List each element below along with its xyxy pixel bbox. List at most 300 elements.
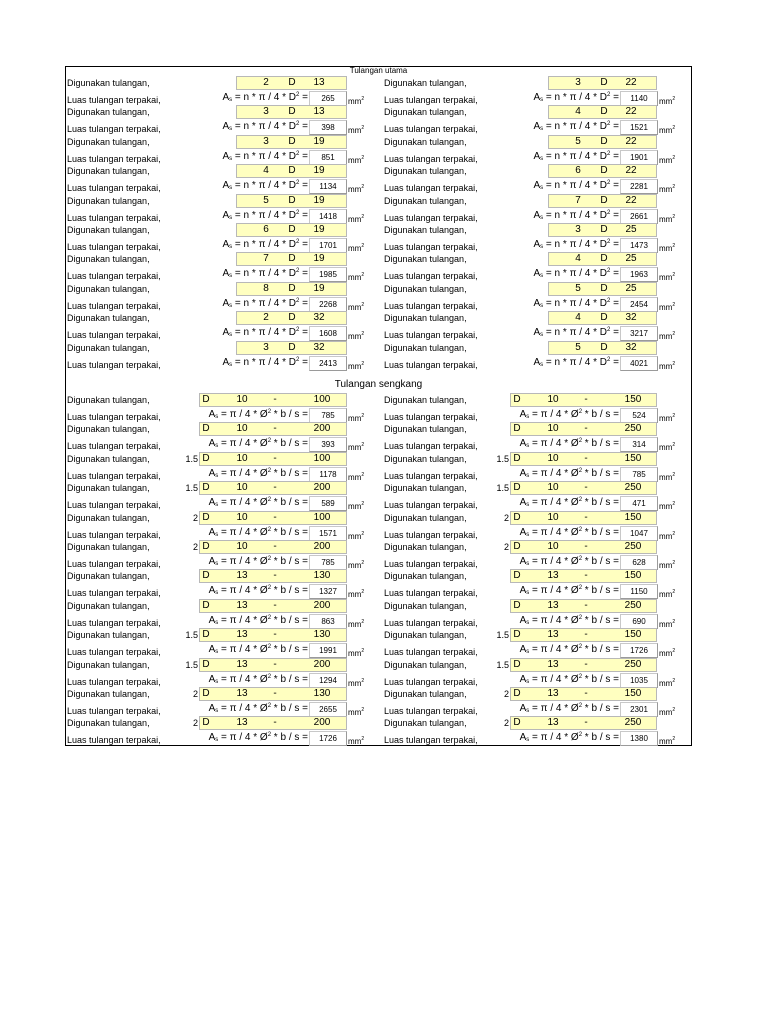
used-bar-label: Digunakan tulangan, xyxy=(384,571,467,582)
bar-count[interactable]: 3 xyxy=(575,224,581,235)
bar-diameter[interactable]: 10 xyxy=(547,394,559,405)
used-bar-label: Digunakan tulangan, xyxy=(67,225,150,235)
stirrup-spacing[interactable]: 250 xyxy=(624,599,642,611)
dash: - xyxy=(584,423,588,435)
area-used-label: Luas tulangan terpakai, xyxy=(67,617,161,628)
bar-diameter[interactable]: 13 xyxy=(236,599,248,611)
stirrup-spacing[interactable]: 200 xyxy=(313,599,331,611)
bar-diameter[interactable]: 22 xyxy=(625,135,637,147)
dash: - xyxy=(584,599,588,611)
area-used-label: Luas tulangan terpakai, xyxy=(67,300,161,311)
area-formula: $A_s = \pi / 4$ * $Ø^2$ * b / s = xyxy=(208,526,308,538)
unit-mm2: $mm^2$ xyxy=(348,589,365,600)
area-formula: $A_s = \pi / 4$ * $Ø^2$ * b / s = xyxy=(208,644,308,656)
bar-count[interactable]: 3 xyxy=(263,341,269,353)
unit-mm2: $mm^2$ xyxy=(348,301,365,312)
area-formula: $A_s = \pi / 4$ * $Ø^2$ * b / s = xyxy=(208,409,308,420)
unit-mm2: $mm^2$ xyxy=(348,560,365,570)
area-used-label: Luas tulangan terpakai, xyxy=(384,559,478,569)
bar-diameter[interactable]: 10 xyxy=(547,541,559,552)
used-bar-label: Digunakan tulangan, xyxy=(384,395,467,405)
leg-multiplier[interactable]: 2 xyxy=(503,512,509,523)
area-formula: $A_s = n * \pi / 4 * D^2$ = xyxy=(533,239,619,250)
bar-diameter[interactable]: 10 xyxy=(236,452,248,464)
stirrup-spacing[interactable]: 250 xyxy=(624,717,642,729)
bar-diameter[interactable]: 22 xyxy=(625,194,637,206)
used-bar-label: Digunakan tulangan, xyxy=(67,453,150,464)
area-value: 314 xyxy=(620,437,658,452)
area-used-label: Luas tulangan terpakai, xyxy=(384,183,478,194)
stirrup-spacing[interactable]: 100 xyxy=(313,394,331,405)
unit-mm2: $mm^2$ xyxy=(659,213,676,224)
stirrup-spacing[interactable]: 200 xyxy=(313,423,331,435)
bar-diameter[interactable]: 25 xyxy=(625,253,637,265)
bar-count[interactable]: 3 xyxy=(263,106,269,118)
bar-type: D xyxy=(202,688,210,699)
dash: - xyxy=(273,511,277,523)
area-used-label: Luas tulangan terpakai, xyxy=(384,676,478,687)
leg-multiplier[interactable]: 1.5 xyxy=(496,630,509,641)
unit-mm2: $mm^2$ xyxy=(348,184,365,195)
unit-mm2: $mm^2$ xyxy=(348,677,365,688)
stirrup-spacing[interactable]: 130 xyxy=(313,570,331,582)
area-formula: $A_s = \pi / 4$ * $Ø^2$ * b / s = xyxy=(208,467,308,479)
bar-type: D xyxy=(513,452,521,464)
bar-diameter[interactable]: 19 xyxy=(313,282,325,294)
bar-type: D xyxy=(202,541,210,552)
unit-mm2: $mm^2$ xyxy=(348,360,365,371)
area-used-label: Luas tulangan terpakai, xyxy=(384,242,478,252)
bar-type: D xyxy=(600,194,608,206)
bar-type: D xyxy=(202,717,210,729)
bar-diameter[interactable]: 13 xyxy=(547,688,559,699)
unit-mm2: $mm^2$ xyxy=(659,331,676,342)
area-used-label: Luas tulangan terpakai, xyxy=(67,500,161,511)
bar-count[interactable]: 3 xyxy=(263,135,269,147)
used-bar-label: Digunakan tulangan, xyxy=(67,395,150,405)
area-used-label: Luas tulangan terpakai, xyxy=(384,359,478,370)
bar-count[interactable]: 5 xyxy=(575,282,581,294)
area-value: 1901 xyxy=(620,150,658,165)
area-formula: $A_s = \pi / 4$ * $Ø^2$ * b / s = xyxy=(208,585,308,597)
bar-type: D xyxy=(513,688,521,699)
bar-diameter[interactable]: 10 xyxy=(547,482,559,494)
bar-diameter[interactable]: 32 xyxy=(313,341,325,353)
used-bar-label: Digunakan tulangan, xyxy=(384,342,467,353)
dash: - xyxy=(273,688,277,699)
dash: - xyxy=(584,688,588,699)
area-value: 1380 xyxy=(620,731,658,746)
dash: - xyxy=(273,717,277,729)
unit-mm2: $mm^2$ xyxy=(659,648,676,659)
used-bar-label: Digunakan tulangan, xyxy=(384,283,467,294)
bar-diameter[interactable]: 13 xyxy=(236,658,248,670)
used-bar-label: Digunakan tulangan, xyxy=(67,512,150,523)
area-formula: $A_s = n * \pi / 4 * D^2$ = xyxy=(533,209,619,221)
area-value: 690 xyxy=(620,614,658,629)
area-used-label: Luas tulangan terpakai, xyxy=(384,647,478,658)
bar-type: D xyxy=(600,165,608,177)
area-value: 1178 xyxy=(309,467,347,482)
area-formula: $A_s = \pi / 4$ * $Ø^2$ * b / s = xyxy=(208,614,308,626)
unit-mm2: $mm^2$ xyxy=(659,560,676,570)
area-value: 1985 xyxy=(309,267,347,282)
area-formula: $A_s = \pi / 4$ * $Ø^2$ * b / s = xyxy=(208,497,308,509)
unit-mm2: $mm^2$ xyxy=(348,707,365,717)
unit-mm2: $mm^2$ xyxy=(659,589,676,600)
area-formula: $A_s = \pi / 4$ * $Ø^2$ * b / s = xyxy=(208,438,308,450)
dash: - xyxy=(273,482,277,494)
area-formula: $A_s = \pi / 4$ * $Ø^2$ * b / s = xyxy=(519,673,619,685)
area-formula: $A_s = n * \pi / 4 * D^2$ = xyxy=(222,150,308,162)
bar-diameter[interactable]: 19 xyxy=(313,224,325,235)
bar-count[interactable]: 6 xyxy=(575,165,581,177)
bar-count[interactable]: 3 xyxy=(575,77,581,88)
bar-type: D xyxy=(513,541,521,552)
bar-diameter[interactable]: 22 xyxy=(625,165,637,177)
bar-type: D xyxy=(288,312,296,324)
bar-type: D xyxy=(513,394,521,405)
dash: - xyxy=(273,452,277,464)
dash: - xyxy=(273,599,277,611)
leg-multiplier[interactable]: 1.5 xyxy=(496,659,509,670)
unit-mm2: $mm^2$ xyxy=(659,184,676,195)
area-used-label: Luas tulangan terpakai, xyxy=(67,529,161,540)
used-bar-label: Digunakan tulangan, xyxy=(384,166,467,177)
stirrup-spacing[interactable]: 150 xyxy=(624,629,642,641)
bar-diameter[interactable]: 13 xyxy=(236,688,248,699)
leg-multiplier[interactable]: 2 xyxy=(192,689,198,699)
bar-diameter[interactable]: 13 xyxy=(547,658,559,670)
area-used-label: Luas tulangan terpakai, xyxy=(384,588,478,599)
stirrup-spacing[interactable]: 100 xyxy=(313,511,331,523)
bar-type: D xyxy=(202,599,210,611)
area-used-label: Luas tulangan terpakai, xyxy=(384,124,478,135)
dash: - xyxy=(273,541,277,552)
stirrup-spacing[interactable]: 250 xyxy=(624,658,642,670)
bar-diameter[interactable]: 13 xyxy=(236,570,248,582)
bar-diameter[interactable]: 13 xyxy=(313,106,325,118)
area-value: 851 xyxy=(309,150,347,165)
used-bar-label: Digunakan tulangan, xyxy=(67,424,150,435)
bar-type: D xyxy=(600,135,608,147)
bar-diameter[interactable]: 13 xyxy=(236,717,248,729)
unit-mm2: $mm^2$ xyxy=(659,677,676,688)
area-formula: $A_s = n * \pi / 4 * D^2$ = xyxy=(533,356,619,368)
unit-mm2: $mm^2$ xyxy=(659,360,676,371)
area-formula: $A_s = \pi / 4$ * $Ø^2$ * b / s = xyxy=(519,732,619,744)
bar-diameter[interactable]: 19 xyxy=(313,135,325,147)
unit-mm2: $mm^2$ xyxy=(659,125,676,136)
stirrup-spacing[interactable]: 150 xyxy=(624,452,642,464)
used-bar-label: Digunakan tulangan, xyxy=(67,542,150,552)
bar-type: D xyxy=(513,482,521,494)
leg-multiplier[interactable]: 2 xyxy=(192,542,198,552)
bar-count[interactable]: 4 xyxy=(575,253,581,265)
area-value: 1726 xyxy=(620,643,658,658)
leg-multiplier[interactable]: 2 xyxy=(192,718,198,729)
bar-diameter[interactable]: 25 xyxy=(625,224,637,235)
area-value: 1035 xyxy=(620,673,658,688)
stirrup-spacing[interactable]: 200 xyxy=(313,658,331,670)
used-bar-label: Digunakan tulangan, xyxy=(67,718,150,729)
bar-diameter[interactable]: 32 xyxy=(625,312,637,324)
bar-diameter[interactable]: 13 xyxy=(547,599,559,611)
unit-mm2: $mm^2$ xyxy=(659,471,676,482)
bar-count[interactable]: 4 xyxy=(575,106,581,118)
dash: - xyxy=(273,394,277,405)
area-used-label: Luas tulangan terpakai, xyxy=(384,500,478,511)
bar-type: D xyxy=(288,224,296,235)
leg-multiplier[interactable]: 2 xyxy=(503,718,509,729)
bar-type: D xyxy=(600,106,608,118)
bar-diameter[interactable]: 19 xyxy=(313,253,325,265)
area-used-label: Luas tulangan terpakai, xyxy=(67,153,161,164)
bar-type: D xyxy=(513,629,521,641)
unit-mm2: $mm^2$ xyxy=(659,96,676,106)
bar-diameter[interactable]: 22 xyxy=(625,77,637,88)
bar-count[interactable]: 5 xyxy=(263,194,269,206)
bar-diameter[interactable]: 19 xyxy=(313,165,325,177)
bar-type: D xyxy=(513,599,521,611)
unit-mm2: $mm^2$ xyxy=(659,736,676,747)
area-used-label: Luas tulangan terpakai, xyxy=(67,212,161,223)
area-formula: $A_s = \pi / 4$ * $Ø^2$ * b / s = xyxy=(519,497,619,509)
used-bar-label: Digunakan tulangan, xyxy=(384,225,467,235)
bar-count[interactable]: 5 xyxy=(575,135,581,147)
area-value: 628 xyxy=(620,555,658,570)
bar-count[interactable]: 2 xyxy=(263,77,269,88)
bar-type: D xyxy=(288,106,296,118)
unit-mm2: $mm^2$ xyxy=(348,243,365,253)
area-value: 1991 xyxy=(309,643,347,658)
unit-mm2: $mm^2$ xyxy=(659,530,676,541)
leg-multiplier[interactable]: 1.5 xyxy=(185,483,198,494)
area-value: 589 xyxy=(309,496,347,511)
dash: - xyxy=(584,452,588,464)
bar-type: D xyxy=(513,658,521,670)
used-bar-label: Digunakan tulangan, xyxy=(384,254,467,265)
bar-type: D xyxy=(202,511,210,523)
bar-count[interactable]: 7 xyxy=(575,194,581,206)
area-value: 1047 xyxy=(620,526,658,541)
dash: - xyxy=(584,541,588,552)
area-used-label: Luas tulangan terpakai, xyxy=(67,412,161,422)
leg-multiplier[interactable]: 1.5 xyxy=(185,453,198,464)
bar-count[interactable]: 4 xyxy=(575,312,581,324)
bar-diameter[interactable]: 10 xyxy=(236,394,248,405)
area-value: 1134 xyxy=(309,179,347,194)
used-bar-label: Digunakan tulangan, xyxy=(384,512,467,523)
bar-diameter[interactable]: 10 xyxy=(547,511,559,523)
area-value: 1294 xyxy=(309,673,347,688)
bar-type: D xyxy=(600,312,608,324)
area-value: 1701 xyxy=(309,238,347,253)
bar-type: D xyxy=(202,423,210,435)
used-bar-label: Digunakan tulangan, xyxy=(67,107,150,118)
stirrup-reinforcement-title: Tulangan sengkang xyxy=(334,379,423,390)
area-used-label: Luas tulangan terpakai, xyxy=(384,153,478,164)
area-formula: $A_s = n * \pi / 4 * D^2$ = xyxy=(222,268,308,280)
unit-mm2: $mm^2$ xyxy=(348,618,365,629)
used-bar-label: Digunakan tulangan, xyxy=(67,195,150,206)
leg-multiplier[interactable]: 2 xyxy=(192,512,198,523)
bar-diameter[interactable]: 10 xyxy=(236,541,248,552)
area-value: 785 xyxy=(309,408,347,423)
unit-mm2: $mm^2$ xyxy=(348,442,365,453)
area-value: 2268 xyxy=(309,297,347,312)
dash: - xyxy=(584,394,588,405)
used-bar-label: Digunakan tulangan, xyxy=(67,166,150,177)
bar-diameter[interactable]: 10 xyxy=(547,452,559,464)
unit-mm2: $mm^2$ xyxy=(659,413,676,423)
area-value: 1521 xyxy=(620,120,658,135)
bar-diameter[interactable]: 25 xyxy=(625,282,637,294)
bar-count[interactable]: 7 xyxy=(263,253,269,265)
bar-type: D xyxy=(202,482,210,494)
area-value: 1327 xyxy=(309,584,347,599)
leg-multiplier[interactable]: 2 xyxy=(503,542,509,552)
unit-mm2: $mm^2$ xyxy=(659,301,676,312)
bar-type: D xyxy=(513,511,521,523)
dash: - xyxy=(584,482,588,494)
area-formula: $A_s = \pi / 4$ * $Ø^2$ * b / s = xyxy=(519,467,619,479)
area-used-label: Luas tulangan terpakai, xyxy=(67,359,161,370)
bar-diameter[interactable]: 10 xyxy=(236,511,248,523)
leg-multiplier[interactable]: 2 xyxy=(503,689,509,699)
area-used-label: Luas tulangan terpakai, xyxy=(67,124,161,135)
dash: - xyxy=(584,629,588,641)
bar-type: D xyxy=(288,77,296,88)
bar-diameter[interactable]: 10 xyxy=(547,423,559,435)
area-used-label: Luas tulangan terpakai, xyxy=(67,676,161,687)
area-formula: $A_s = n * \pi / 4 * D^2$ = xyxy=(222,356,308,368)
area-used-label: Luas tulangan terpakai, xyxy=(67,441,161,452)
dash: - xyxy=(273,629,277,641)
bar-diameter[interactable]: 13 xyxy=(547,629,559,641)
used-bar-label: Digunakan tulangan, xyxy=(384,600,467,611)
stirrup-spacing[interactable]: 150 xyxy=(624,394,642,405)
area-value: 1571 xyxy=(309,526,347,541)
area-value: 398 xyxy=(309,120,347,135)
area-used-label: Luas tulangan terpakai, xyxy=(67,330,161,341)
stirrup-spacing[interactable]: 250 xyxy=(624,423,642,435)
used-bar-label: Digunakan tulangan, xyxy=(67,313,150,324)
used-bar-label: Digunakan tulangan, xyxy=(384,78,467,88)
stirrup-spacing[interactable]: 150 xyxy=(624,570,642,582)
area-value: 2281 xyxy=(620,179,658,194)
stirrup-spacing[interactable]: 200 xyxy=(313,717,331,729)
bar-count[interactable]: 5 xyxy=(575,341,581,353)
area-value: 785 xyxy=(620,467,658,482)
stirrup-spacing[interactable]: 200 xyxy=(313,541,331,552)
bar-diameter[interactable]: 13 xyxy=(236,629,248,641)
bar-type: D xyxy=(288,341,296,353)
bar-count[interactable]: 2 xyxy=(263,312,269,324)
area-used-label: Luas tulangan terpakai, xyxy=(384,529,478,540)
area-used-label: Luas tulangan terpakai, xyxy=(384,212,478,223)
bar-diameter[interactable]: 10 xyxy=(236,423,248,435)
used-bar-label: Digunakan tulangan, xyxy=(384,424,467,435)
area-value: 393 xyxy=(309,437,347,452)
bar-type: D xyxy=(288,194,296,206)
area-used-label: Luas tulangan terpakai, xyxy=(67,183,161,194)
stirrup-spacing[interactable]: 130 xyxy=(313,629,331,641)
used-bar-label: Digunakan tulangan, xyxy=(384,630,467,641)
bar-type: D xyxy=(600,77,608,88)
area-used-label: Luas tulangan terpakai, xyxy=(67,95,161,105)
stirrup-spacing[interactable]: 200 xyxy=(313,482,331,494)
stirrup-spacing[interactable]: 130 xyxy=(313,688,331,699)
area-formula: $A_s = \pi / 4$ * $Ø^2$ * b / s = xyxy=(519,644,619,656)
area-formula: $A_s = \pi / 4$ * $Ø^2$ * b / s = xyxy=(519,526,619,538)
bar-diameter[interactable]: 19 xyxy=(313,194,325,206)
leg-multiplier[interactable]: 1.5 xyxy=(185,630,198,641)
bar-diameter[interactable]: 32 xyxy=(625,341,637,353)
bar-diameter[interactable]: 13 xyxy=(547,717,559,729)
used-bar-label: Digunakan tulangan, xyxy=(384,107,467,118)
used-bar-label: Digunakan tulangan, xyxy=(67,659,150,670)
area-used-label: Luas tulangan terpakai, xyxy=(384,617,478,628)
unit-mm2: $mm^2$ xyxy=(348,501,365,512)
bar-count[interactable]: 4 xyxy=(263,165,269,177)
used-bar-label: Digunakan tulangan, xyxy=(67,689,150,699)
leg-multiplier[interactable]: 1.5 xyxy=(496,453,509,464)
area-used-label: Luas tulangan terpakai, xyxy=(384,735,478,746)
leg-multiplier[interactable]: 1.5 xyxy=(496,483,509,494)
bar-diameter[interactable]: 32 xyxy=(313,312,325,324)
area-used-label: Luas tulangan terpakai, xyxy=(384,412,478,422)
bar-type: D xyxy=(600,253,608,265)
area-formula: $A_s = n * \pi / 4 * D^2$ = xyxy=(533,327,619,339)
dash: - xyxy=(273,423,277,435)
area-formula: $A_s = n * \pi / 4 * D^2$ = xyxy=(222,327,308,339)
leg-multiplier[interactable]: 1.5 xyxy=(185,659,198,670)
area-formula: $A_s = \pi / 4$ * $Ø^2$ * b / s = xyxy=(519,614,619,626)
used-bar-label: Digunakan tulangan, xyxy=(67,283,150,294)
area-used-label: Luas tulangan terpakai, xyxy=(384,470,478,481)
area-formula: $A_s = n * \pi / 4 * D^2$ = xyxy=(533,121,619,133)
area-formula: $A_s = n * \pi / 4 * D^2$ = xyxy=(222,209,308,221)
area-value: 1150 xyxy=(620,584,658,599)
stirrup-spacing[interactable]: 250 xyxy=(624,541,642,552)
area-formula: $A_s = \pi / 4$ * $Ø^2$ * b / s = xyxy=(208,556,308,567)
unit-mm2: $mm^2$ xyxy=(659,707,676,717)
unit-mm2: $mm^2$ xyxy=(659,442,676,453)
stirrup-spacing[interactable]: 150 xyxy=(624,688,642,699)
unit-mm2: $mm^2$ xyxy=(659,272,676,283)
used-bar-label: Digunakan tulangan, xyxy=(384,136,467,147)
bar-diameter[interactable]: 10 xyxy=(236,482,248,494)
area-formula: $A_s = n * \pi / 4 * D^2$ = xyxy=(222,180,308,192)
stirrup-spacing[interactable]: 150 xyxy=(624,511,642,523)
area-used-label: Luas tulangan terpakai, xyxy=(67,559,161,569)
bar-diameter[interactable]: 22 xyxy=(625,106,637,118)
area-formula: $A_s = \pi / 4$ * $Ø^2$ * b / s = xyxy=(519,585,619,597)
area-formula: $A_s = n * \pi / 4 * D^2$ = xyxy=(533,92,619,103)
area-value: 2661 xyxy=(620,209,658,224)
bar-count[interactable]: 8 xyxy=(263,282,269,294)
bar-diameter[interactable]: 13 xyxy=(547,570,559,582)
stirrup-spacing[interactable]: 250 xyxy=(624,482,642,494)
bar-count[interactable]: 6 xyxy=(263,224,269,235)
unit-mm2: $mm^2$ xyxy=(348,154,365,165)
used-bar-label: Digunakan tulangan, xyxy=(384,483,467,494)
bar-diameter[interactable]: 13 xyxy=(313,77,325,88)
stirrup-spacing[interactable]: 100 xyxy=(313,452,331,464)
unit-mm2: $mm^2$ xyxy=(659,501,676,512)
area-value: 471 xyxy=(620,496,658,511)
